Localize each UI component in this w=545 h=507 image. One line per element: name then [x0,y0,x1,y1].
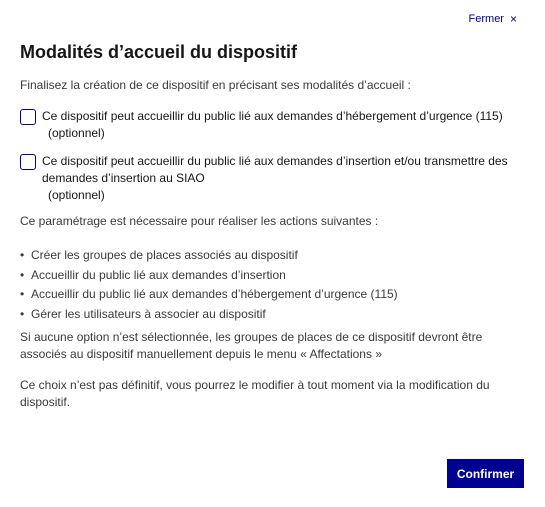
list-item [20,266,530,286]
option-hint: (optionnel) [48,126,105,140]
list-item-text: Accueillir du public lié aux demandes d’hébergement d’urgence (115) [31,287,398,301]
list-item-text: Accueillir du public lié aux demandes d’insertion [31,267,286,282]
option-label [42,153,530,204]
modal-title: Modalités d’accueil du dispositif [20,42,298,62]
bullet-icon: • [20,248,25,262]
list-item [20,246,530,266]
actions-intro: Ce paramétrage est nécessaire pour réaliser les actions suivantes : [20,214,379,228]
actions-list [20,246,530,324]
list-item [20,305,530,325]
list-item [20,285,530,305]
no-option-note: Si aucune option n’est sélectionnée, les groupes de places de ce dispositif devront être associés au dispositif manuellement depuis le menu « Affectations » [20,330,483,361]
option-insertion-siao[interactable] [20,153,530,204]
intro-text: Finalisez la création de ce dispositif en précisant ses modalités d’accueil : [20,78,411,92]
close-button[interactable] [469,13,517,25]
list-item-text: Créer les groupes de places associés au dispositif [31,248,298,262]
checkbox-emergency-accommodation[interactable] [20,109,36,125]
close-label: Fermer [468,13,504,25]
list-item-text: Gérer les utilisateurs à associer au dispositif [31,306,266,321]
close-icon: × [509,12,517,26]
bullet-icon: • [20,306,25,321]
confirm-button[interactable]: Confirmer [447,459,524,488]
not-final-note: Ce choix n’est pas définitif, vous pourrez le modifier à tout moment via la modification du dispositif. [20,378,490,409]
option-label-text: Ce dispositif peut accueillir du public lié aux demandes d’hébergement d’urgence (115) [42,109,503,123]
option-label-text: Ce dispositif peut accueillir du public lié aux demandes d’insertion et/ou transmettre des demandes d’insertion au SIAO [42,154,508,185]
bullet-icon: • [20,267,25,282]
option-emergency-accommodation[interactable] [20,108,530,142]
checkbox-insertion-siao[interactable] [20,154,36,170]
bullet-icon: • [20,287,25,301]
option-label [42,108,503,142]
option-hint: (optionnel) [48,188,105,202]
